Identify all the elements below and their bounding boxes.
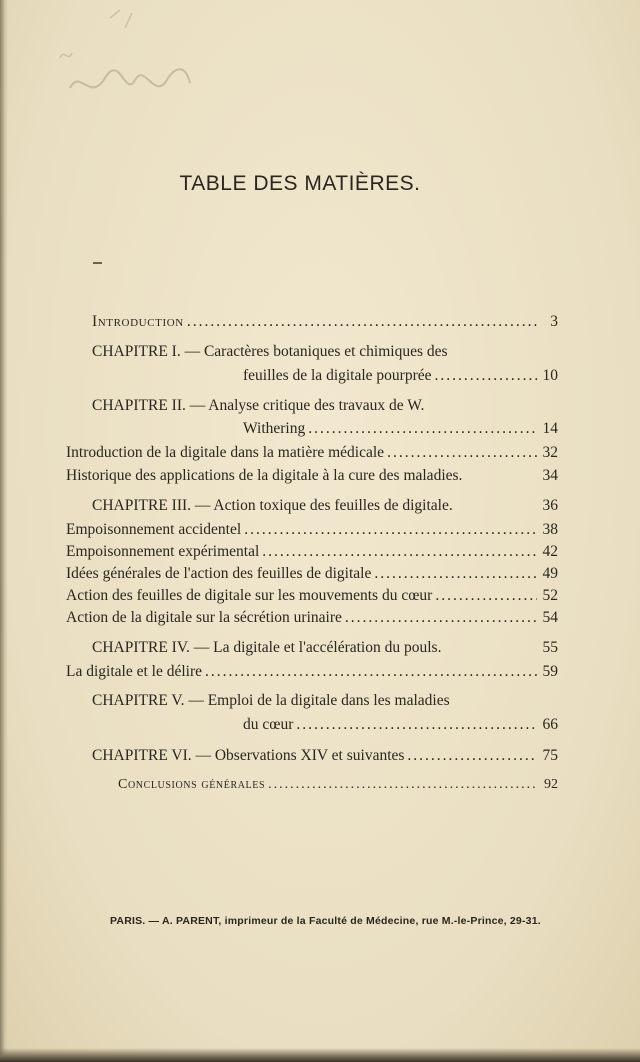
toc-entry	[66, 521, 558, 539]
toc-entry	[243, 420, 558, 438]
toc-entry-label: La digitale et le délire	[66, 663, 202, 680]
toc-entry-page: 49	[542, 565, 558, 582]
toc-entry-page: 36	[542, 497, 558, 514]
toc-entry-page: 38	[542, 521, 558, 538]
toc-entry-page: 92	[544, 777, 558, 792]
toc-entry-label: du cœur	[243, 716, 294, 733]
toc-entry-label: Historique des applications de la digitale à la cure des maladies.	[66, 467, 463, 484]
toc-entry-label: Empoisonnement accidentel	[66, 521, 242, 538]
toc-entry	[243, 367, 558, 385]
toc-entry	[243, 716, 558, 734]
toc-entry	[66, 565, 558, 583]
toc-entry-label: Idées générales de l'action des feuilles de digitale	[66, 565, 372, 582]
toc-entry-page: 14	[542, 420, 558, 437]
toc-entry-heading: CHAPITRE I. — Caractères botaniques et chimiques des	[92, 343, 448, 360]
toc-entry	[92, 639, 558, 657]
toc-entry-label: CHAPITRE IV. — La digitale et l'accélération du pouls.	[92, 639, 442, 656]
toc-entry-page: 42	[542, 543, 558, 560]
toc-entry-page: 59	[542, 663, 558, 680]
toc-entry	[118, 777, 558, 793]
page-bottom-edge	[0, 1048, 640, 1062]
toc-entry	[66, 467, 558, 485]
separator-dash	[93, 262, 102, 264]
toc-entry-page: 10	[542, 367, 558, 384]
printer-footer: PARIS. — A. PARENT, imprimeur de la Faculté de Médecine, rue M.-le-Prince, 29-31.	[110, 915, 541, 927]
toc-entry	[92, 497, 558, 515]
toc-entry-page: 32	[542, 444, 558, 461]
toc-entry-page: 52	[542, 587, 558, 604]
toc-entry-label: CHAPITRE VI. — Observations XIV et suivantes	[92, 747, 405, 764]
toc-entry-label: CHAPITRE III. — Action toxique des feuilles de digitale.	[92, 497, 453, 514]
toc-entry	[66, 663, 558, 681]
toc-entry	[92, 313, 558, 331]
page-left-edge	[0, 0, 8, 1062]
toc-entry	[66, 609, 558, 627]
toc-entry-label: Action des feuilles de digitale sur les mouvements du cœur	[66, 587, 433, 604]
pencil-scribble	[50, 8, 220, 118]
page-title: TABLE DES MATIÈRES.	[179, 172, 421, 195]
toc-entry-page: 34	[542, 467, 558, 484]
toc-entry-label: Conclusions générales	[118, 777, 266, 792]
toc-entry-heading: CHAPITRE II. — Analyse critique des travaux de W.	[92, 397, 425, 414]
toc-entry-label: Withering	[243, 420, 306, 437]
toc-entry-heading: CHAPITRE V. — Emploi de la digitale dans les maladies	[92, 692, 450, 709]
toc-entry	[66, 444, 558, 462]
toc-entry	[66, 543, 558, 561]
toc-entry	[92, 747, 558, 765]
toc-entry-label: Introduction de la digitale dans la matière médicale	[66, 444, 385, 461]
toc-entry-label: Introduction	[92, 313, 184, 330]
toc-entry-label: Action de la digitale sur la sécrétion urinaire	[66, 609, 342, 626]
toc-entry-page: 55	[542, 639, 558, 656]
toc-entry-label: feuilles de la digitale pourprée	[243, 367, 432, 384]
toc-entry-page: 75	[542, 747, 558, 764]
toc-entry-label: Empoisonnement expérimental	[66, 543, 260, 560]
toc-entry-page: 54	[542, 609, 558, 626]
toc-entry	[66, 587, 558, 605]
toc-entry-page: 3	[550, 313, 558, 330]
toc-entry-page: 66	[542, 716, 558, 733]
